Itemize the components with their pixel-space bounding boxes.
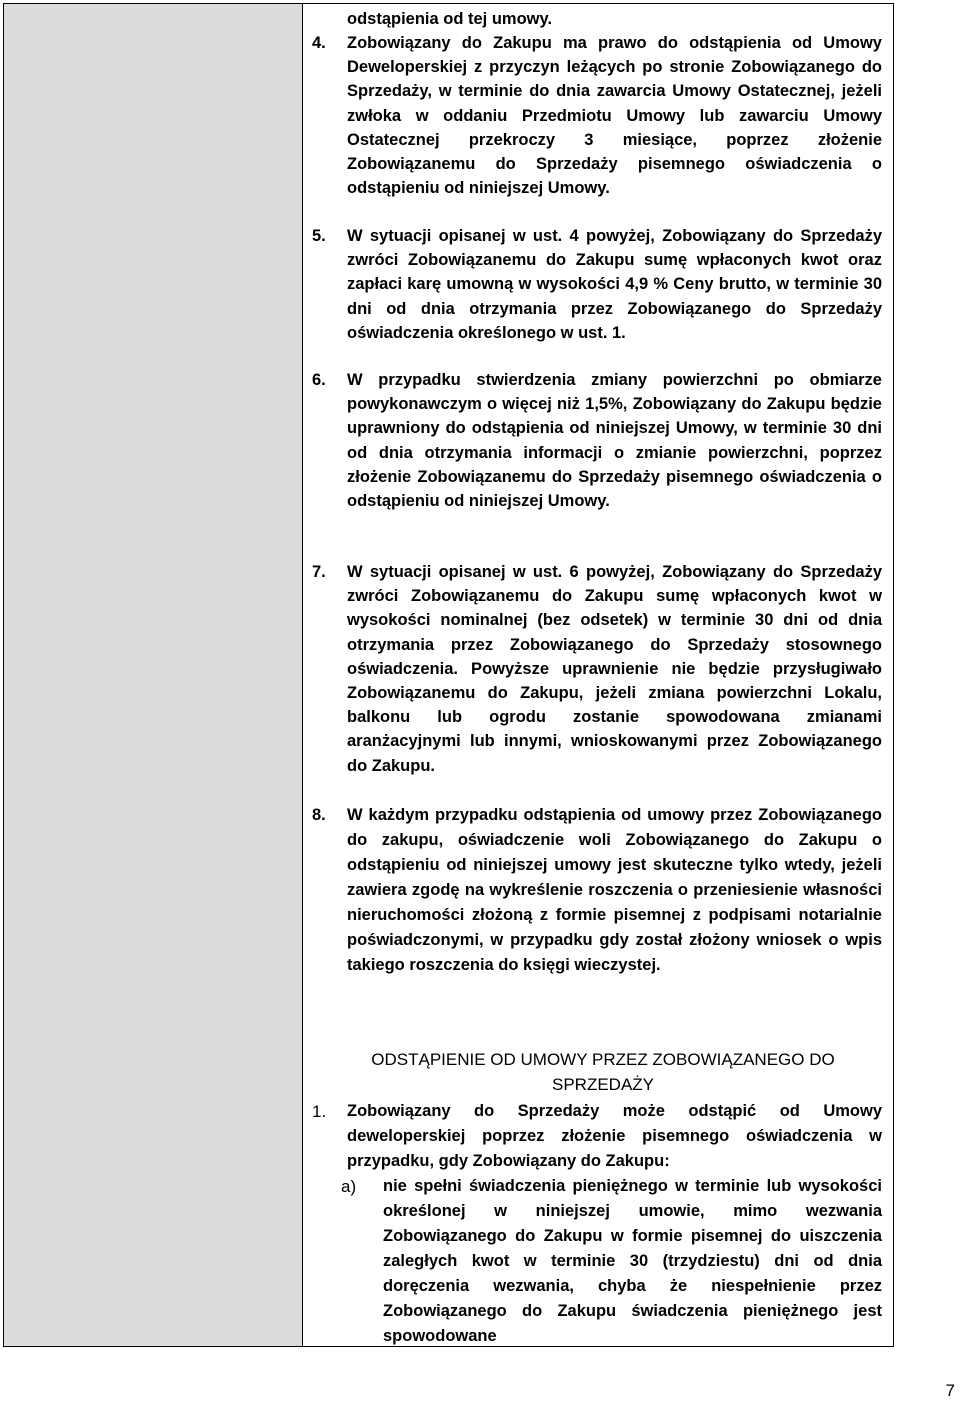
sub-item-text: nie spełni świadczenia pieniężnego w terminie lub wysokości określonej w niniejszej umowie, mimo wezwania Zobowiązanego do Zakupu w formie pisemnej do uiszczenia zaległych kwot w terminie 30 (trzydziestu) dni od dnia doręczenia wezwania, chyba że niespełnienie przez Zobowiązanego do Zakupu świadczenia pieniężnego jest spowodowane xyxy=(383,1177,882,1345)
item-number-6: 6. xyxy=(312,371,326,389)
item-number-5: 5. xyxy=(312,227,326,245)
item-number-7: 7. xyxy=(312,563,326,581)
item-text-6: W przypadku stwierdzenia zmiany powierzchni po obmiarze powykonawczym o więcej niż 1,5%, Zobowiązany do Zakupu będzie uprawniony do odstąpienia od niniejszej Umowy, w terminie 30 dni od dnia otrzymania informacji o zmianie powierzchni, poprzez złożenie Zobowiązanemu do Sprzedaży pisemnego oświadczenia o odstąpieniu od niniejszej Umowy. xyxy=(347,371,882,511)
sub-item-letter: a) xyxy=(341,1177,357,1196)
content-column xyxy=(303,4,893,1346)
item-text-4: Zobowiązany do Zakupu ma prawo do odstąpienia od Umowy Deweloperskiej z przyczyn leżących po stronie Zobowiązanego do Sprzedaży, w terminie do dnia zawarcia Umowy Ostatecznej, jeżeli zwłoka w oddaniu Przedmiotu Umowy lub zawarciu Umowy Ostatecznej przekroczy 3 miesiące, poprzez złożenie Zobowiązanemu do Sprzedaży pisemnego oświadczenia o odstąpieniu od niniejszej Umowy. xyxy=(347,34,882,198)
item-text-5: W sytuacji opisanej w ust. 4 powyżej, Zobowiązany do Sprzedaży zwróci Zobowiązanemu do Zakupu sumę wpłaconych kwot oraz zapłaci karę umowną w wysokości 4,9 % Ceny brutto, w terminie 30 dni od dnia otrzymania przez Zobowiązanego do Sprzedaży oświadczenia określonego w ust. 1. xyxy=(347,227,882,342)
section-item-number: 1. xyxy=(312,1102,327,1121)
item-number-4: 4. xyxy=(312,34,326,52)
section-item-text: Zobowiązany do Sprzedaży może odstąpić od Umowy deweloperskiej poprzez złożenie pisemnego oświadczenia w przypadku, gdy Zobowiązany do Zakupu: xyxy=(347,1102,882,1170)
section-heading: ODSTĄPIENIE OD UMOWY PRZEZ ZOBOWIĄZANEGO DO SPRZEDAŻY xyxy=(371,1050,835,1094)
page-number: 7 xyxy=(945,1381,955,1400)
left-shaded-column xyxy=(4,4,303,1346)
item-text-8: W każdym przypadku odstąpienia od umowy przez Zobowiązanego do zakupu, oświadczenie woli Zobowiązanego do Zakupu o odstąpieniu od niniejszej umowy jest skuteczne tylko wtedy, jeżeli zawiera zgodę na wykreślenie roszczenia o przeniesienie własności nieruchomości złożoną z formie pisemnej z podpisami notarialnie poświadczonymi, w przypadku gdy został złożony wniosek o wpis takiego roszczenia do księgi wieczystej. xyxy=(347,806,882,974)
continuation-line: odstąpienia od tej umowy. xyxy=(347,10,553,28)
item-text-7: W sytuacji opisanej w ust. 6 powyżej, Zobowiązany do Sprzedaży zwróci Zobowiązanemu do Zakupu sumę wpłaconych kwot w wysokości nominalnej (bez odsetek) w terminie 30 dni od dnia otrzymania przez Zobowiązanego do Sprzedaży stosownego oświadczenia. Powyższe uprawnienie nie będzie przysługiwało Zobowiązanemu do Zakupu, jeżeli zmiana powierzchni Lokalu, balkonu lub ogrodu zostanie spowodowana zmianami aranżacyjnymi lub innymi, wnioskowanymi przez Zobowiązanego do Zakupu. xyxy=(347,563,882,775)
document-table xyxy=(3,3,894,1347)
item-number-8: 8. xyxy=(312,806,326,824)
